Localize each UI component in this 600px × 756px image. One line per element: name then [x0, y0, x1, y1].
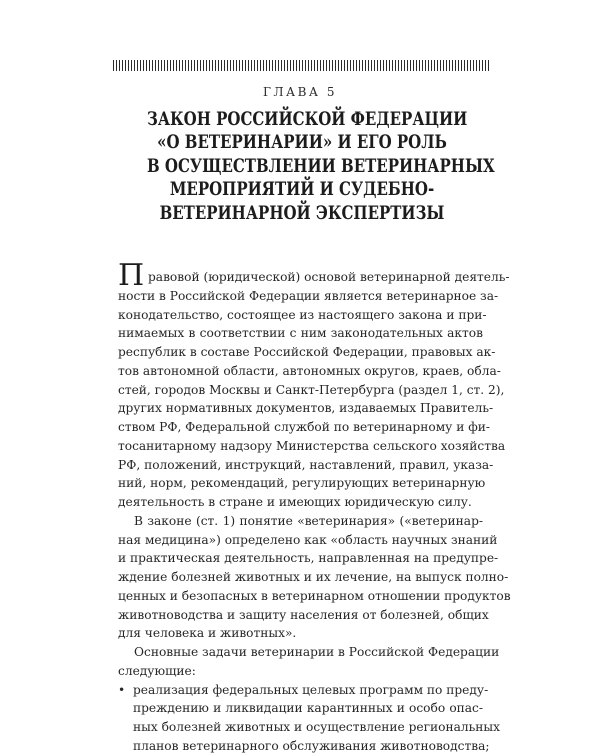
paragraph-tasks [118, 643, 500, 681]
text-line: следующие: [118, 663, 196, 678]
text-line: ных болезней животных и осуществление региональных [133, 720, 500, 734]
text-line: преждению и ликвидации карантинных и особо опас- [133, 701, 483, 716]
text-line: планов ветеринарного обслуживания животноводства; [133, 738, 490, 753]
text-line: В законе (ст. 1) понятие «ветеринария» («ветеринар- [134, 513, 483, 528]
chapter-title-line: В ОСУЩЕСТВЛЕНИИ ВЕТЕРИНАРНЫХ [147, 155, 495, 177]
text-line: Основные задачи ветеринарии в Российской Федерации [134, 645, 500, 659]
chapter-title [147, 108, 495, 225]
text-line: деятельность в стране и имеющих юридическую силу. [118, 495, 472, 509]
text-line: для человека и животных». [118, 626, 297, 641]
text-line: нимаемых в соответствии с ним законодательных актов [118, 326, 483, 341]
text-line: ная медицина») определено как «область научных знаний [118, 532, 498, 547]
text-line: стей, городов Москвы и Санкт-Петербурга (раздел 1, ст. 2), [118, 382, 505, 397]
drop-cap-line-text: равовой (юридической) основой ветеринарной деятель- [148, 270, 510, 284]
bullet-line-text: реализация федеральных целевых программ по преду- [133, 682, 489, 697]
text-line [118, 258, 510, 293]
text-line: ством РФ, Федеральной службой по ветеринарному и фи- [118, 420, 490, 434]
text-line: ний, норм, рекомендаций, регулирующих ветеринарную [118, 476, 486, 491]
chapter-title-line: МЕРОПРИЯТИЙ И СУДЕБНО- [169, 179, 435, 201]
text-line: других нормативных документов, издаваемых Правитель- [118, 401, 494, 416]
text-line: РФ, положений, инструкций, наставлений, правил, указа- [118, 457, 494, 472]
text-line: ждение болезней животных и их лечение, на выпуск полно- [118, 570, 509, 584]
paragraph-legal-basis [118, 258, 510, 512]
paragraph-definition [118, 512, 511, 643]
text-line: республик в составе Российской Федерации, правовых ак- [118, 345, 496, 359]
chapter-title-line: «О ВЕТЕРИНАРИИ» И ЕГО РОЛЬ [157, 132, 447, 154]
text-line: тов автономной области, автономных округов, краев, обла- [118, 363, 501, 378]
text-line: животноводства и защиту населения от болезней, общих [118, 607, 489, 622]
chapter-title-line: ВЕТЕРИНАРНОЙ ЭКСПЕРТИЗЫ [159, 202, 445, 224]
bullet-marker: • [118, 682, 126, 697]
body-text [118, 258, 511, 756]
bullet-list-item [118, 681, 500, 756]
text-line [118, 681, 489, 700]
chapter-title-line: ЗАКОН РОССИЙСКОЙ ФЕДЕРАЦИИ [147, 109, 468, 130]
text-line: ценных и безопасных в ветеринарном отношении продуктов [118, 588, 511, 603]
chapter-label: ГЛАВА 5 [263, 85, 337, 99]
text-line: и практическая деятельность, направленная на предупре- [118, 551, 499, 566]
text-line: конодательство, состоящее из настоящего закона и при- [118, 307, 487, 322]
text-line: ности в Российской Федерации является ветеринарное за- [118, 288, 499, 303]
text-line: тосанитарному надзору Министерства сельского хозяйства [118, 438, 506, 453]
drop-cap: П [118, 258, 145, 293]
decorative-top-rule [113, 60, 491, 71]
